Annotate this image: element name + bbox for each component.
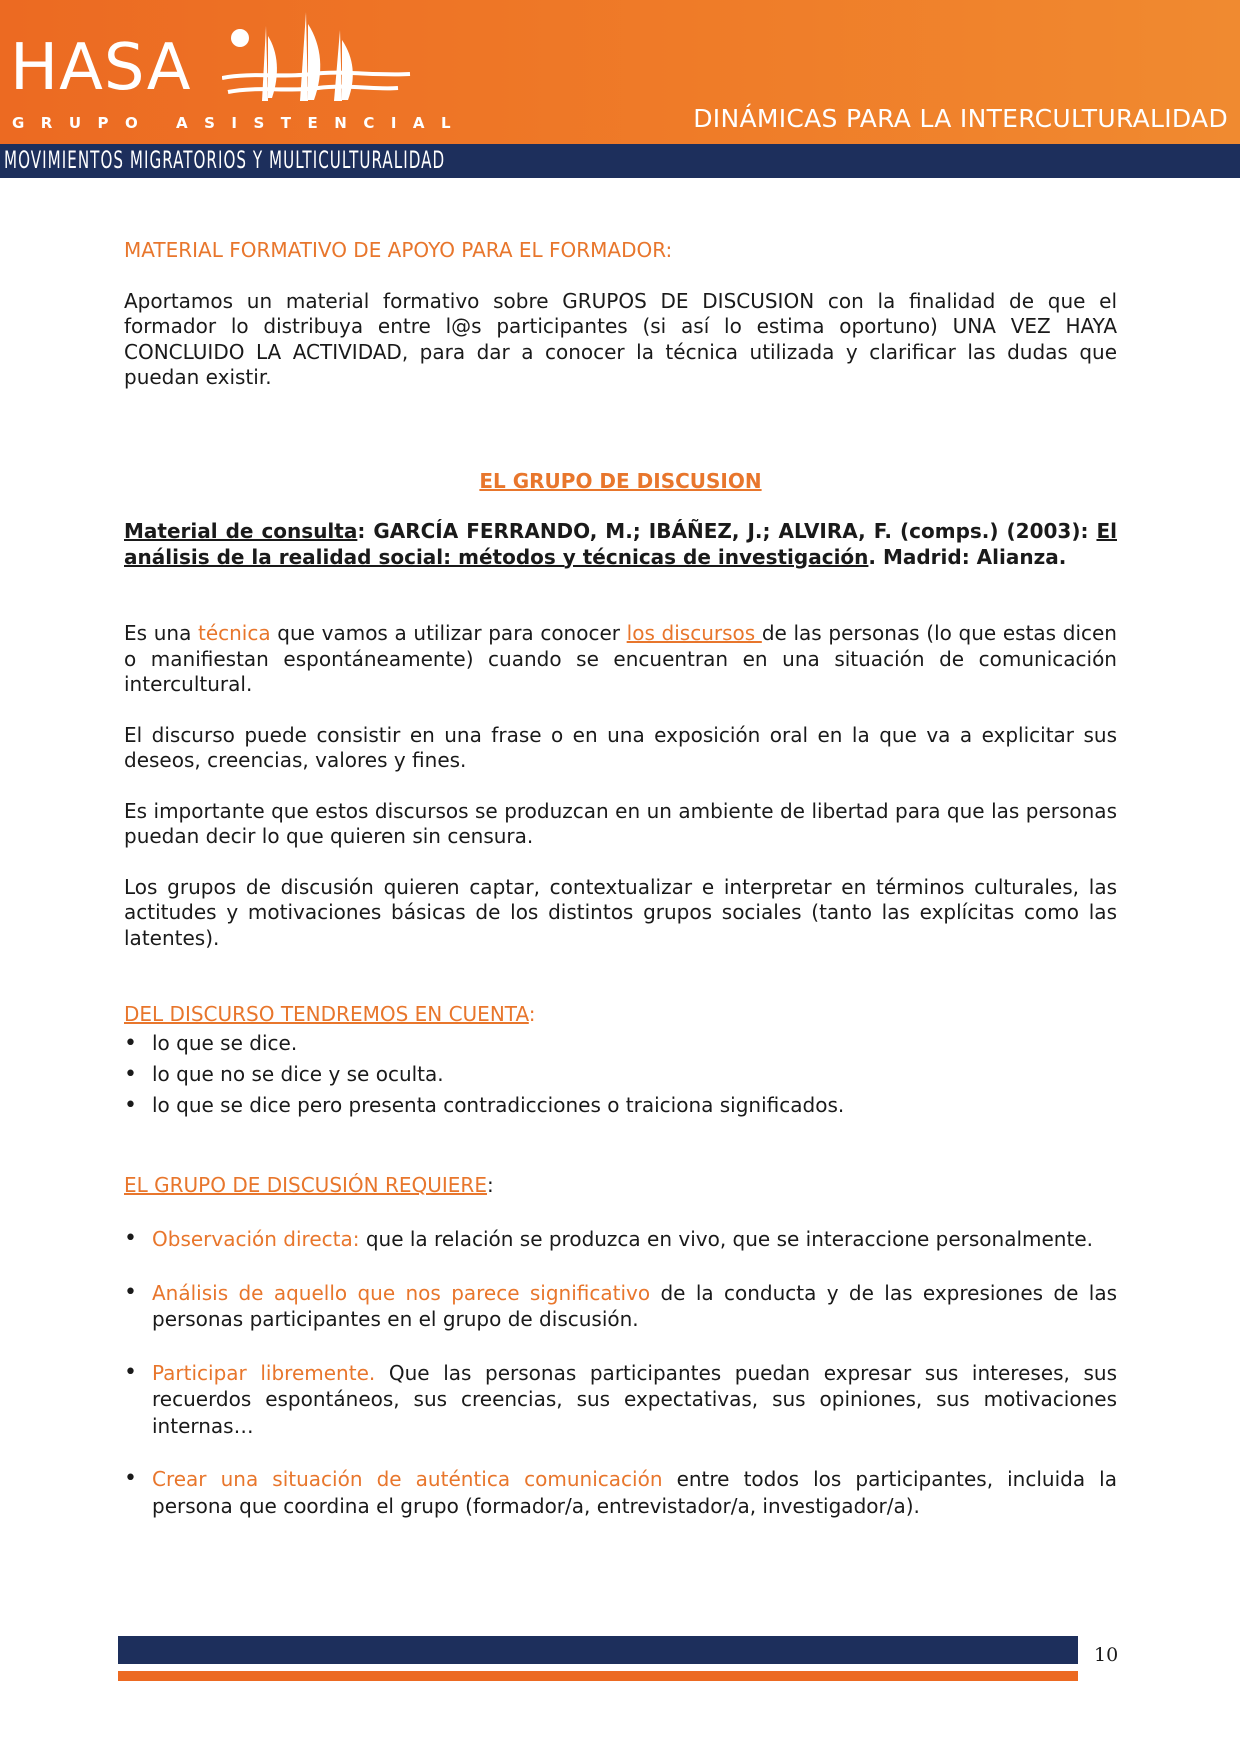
term-discursos: los discursos [626,621,762,645]
discurso-heading [124,1002,1117,1028]
reference-paragraph [124,519,1117,570]
requiere-list [124,1226,1117,1519]
reference-authors: : GARCÍA FERRANDO, M.; IBÁÑEZ, J.; ALVIRA, F. (comps.) (2003): [357,519,1097,543]
reference-label: Material de consulta [124,519,358,543]
page-number: 10 [1094,1644,1119,1666]
reference-book: El análisis de la realidad social: métodos y técnicas de investigación [124,519,1117,569]
list-item [124,1360,1117,1440]
material-paragraph: Aportamos un material formativo sobre GRUPOS DE DISCUSION con la finalidad de que el formador lo distribuya entre l@s participantes (si así lo estima oportuno) UNA VEZ HAYA CONCLUIDO LA ACTIVIDAD, para dar a conocer la técnica utilizada y clarificar las dudas que puedan existir. [124,288,1117,389]
header-title: DINÁMICAS PARA LA INTERCULTURALIDAD [693,104,1228,133]
logo-subtitle: GRUPO ASISTENCIAL [12,114,468,132]
item-term: Participar libremente. [152,1360,376,1385]
list-item [124,1280,1117,1333]
term-tecnica: técnica [197,621,271,645]
requiere-heading [124,1173,1117,1199]
material-heading: MATERIAL FORMATIVO DE APOYO PARA EL FORMADOR: [124,238,673,262]
footer-bar-orange [118,1671,1078,1681]
intro-text: de las personas (lo que estas dicen o manifiestan espontáneamente) cuando se encuentran en una situación de comunicación intercultural. [124,621,1117,696]
intro-text: que vamos a utilizar para conocer [270,621,627,645]
section-title: EL GRUPO DE DISCUSION [479,468,762,493]
intro-paragraph-3: Es importante que estos discursos se produzcan en un ambiente de libertad para que las personas puedan decir lo que quieren sin censura. [124,798,1117,848]
reference-publisher: . Madrid: Alianza. [868,544,1067,569]
intro-text: Es una [124,621,198,645]
intro-paragraph-1 [124,621,1117,698]
discurso-list [124,1028,1117,1121]
item-text: entre todos los participantes, incluida la persona que coordina el grupo (formador/a, entrevistador/a, investigador/a). [152,1467,1117,1518]
item-text: de la conducta y de las expresiones de las personas participantes en el grupo de discusión. [152,1280,1118,1331]
requiere-heading-suffix: : [486,1172,494,1197]
discurso-heading-text: DEL DISCURSO TENDREMOS EN CUENTA [124,1002,529,1026]
list-item: • lo que se dice. [124,1028,1117,1059]
header-band-text: MOVIMIENTOS MIGRATORIOS Y MULTICULTURALIDAD [4,146,446,174]
item-term: Crear una situación de auténtica comunicación [152,1467,663,1491]
logo-wordmark: HASA [10,31,192,105]
list-item [124,1226,1117,1253]
page-content [124,238,1117,1519]
item-text: Que las personas participantes puedan expresar sus intereses, sus recuerdos espontáneos, sus creencias, sus expectativas, sus opiniones, sus motivaciones internas… [152,1360,1117,1438]
page-header [0,0,1240,144]
requiere-heading-text: EL GRUPO DE DISCUSIÓN REQUIERE [124,1172,487,1197]
list-item: • lo que se dice pero presenta contradicciones o traiciona significados. [124,1090,1117,1121]
item-term: Observación directa: [152,1227,360,1251]
item-text: que la relación se produzca en vivo, que se interaccione personalmente. [359,1227,1093,1251]
list-item [124,1466,1117,1519]
intro-paragraph-2: El discurso puede consistir en una frase o en una exposición oral en la que va a explicitar sus deseos, creencias, valores y fines. [124,722,1117,772]
item-term: Análisis de aquello que nos parece significativo [152,1280,651,1305]
list-item: • lo que no se dice y se oculta. [124,1059,1117,1090]
intro-paragraph-4: Los grupos de discusión quieren captar, contextualizar e interpretar en términos culturales, las actitudes y motivaciones básicas de los distintos grupos sociales (tanto las explícitas como las latentes). [124,874,1117,950]
footer-bar-navy [118,1636,1078,1664]
logo-sailboats-icon [222,6,412,116]
discurso-heading-suffix: : [528,1002,536,1026]
